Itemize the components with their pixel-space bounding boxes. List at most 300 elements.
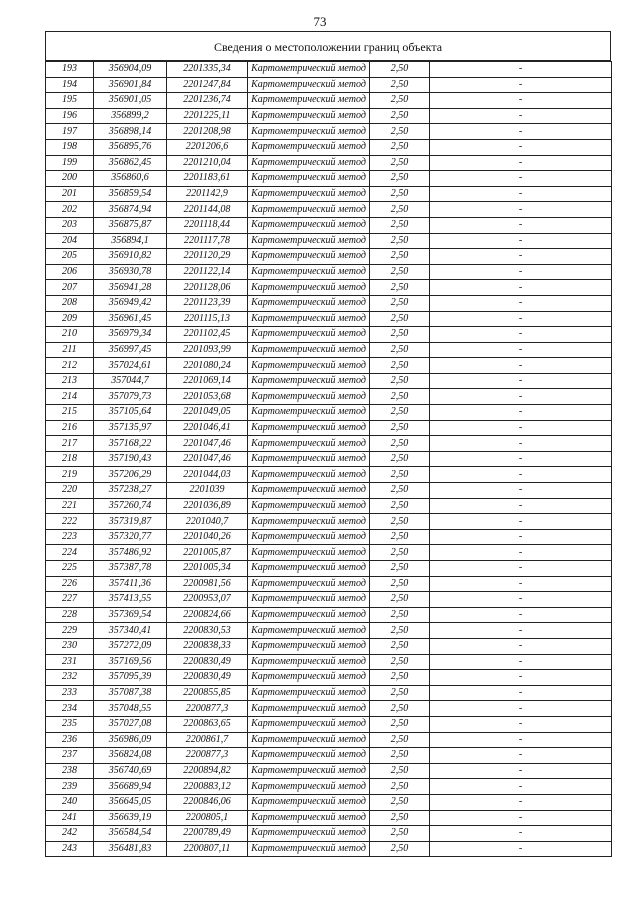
table-row bbox=[46, 420, 612, 436]
table-row bbox=[46, 794, 612, 810]
table-row bbox=[46, 467, 612, 483]
accuracy-cell: 2,50 bbox=[370, 62, 430, 78]
method-cell: Картометрический метод bbox=[248, 529, 370, 545]
accuracy-cell: 2,50 bbox=[370, 654, 430, 670]
description-cell: - bbox=[430, 217, 612, 233]
x-coordinate-cell: 356862,45 bbox=[94, 155, 167, 171]
y-coordinate-cell: 2201236,74 bbox=[167, 93, 248, 109]
accuracy-cell: 2,50 bbox=[370, 592, 430, 608]
description-cell: - bbox=[430, 529, 612, 545]
accuracy-cell: 2,50 bbox=[370, 826, 430, 842]
accuracy-cell: 2,50 bbox=[370, 373, 430, 389]
accuracy-cell: 2,50 bbox=[370, 280, 430, 296]
table-title: Сведения о местоположении границ объекта bbox=[45, 31, 611, 61]
method-cell: Картометрический метод bbox=[248, 171, 370, 187]
x-coordinate-cell: 357169,56 bbox=[94, 654, 167, 670]
description-cell: - bbox=[430, 373, 612, 389]
accuracy-cell: 2,50 bbox=[370, 342, 430, 358]
method-cell: Картометрический метод bbox=[248, 358, 370, 374]
x-coordinate-cell: 356899,2 bbox=[94, 108, 167, 124]
description-cell: - bbox=[430, 295, 612, 311]
x-coordinate-cell: 356997,45 bbox=[94, 342, 167, 358]
table-row bbox=[46, 327, 612, 343]
y-coordinate-cell: 2201118,44 bbox=[167, 217, 248, 233]
method-cell: Картометрический метод bbox=[248, 794, 370, 810]
description-cell: - bbox=[430, 748, 612, 764]
table-row bbox=[46, 217, 612, 233]
method-cell: Картометрический метод bbox=[248, 373, 370, 389]
y-coordinate-cell: 2201040,7 bbox=[167, 514, 248, 530]
table-row bbox=[46, 139, 612, 155]
accuracy-cell: 2,50 bbox=[370, 607, 430, 623]
y-coordinate-cell: 2201183,61 bbox=[167, 171, 248, 187]
x-coordinate-cell: 356824,08 bbox=[94, 748, 167, 764]
point-number-cell: 210 bbox=[46, 327, 94, 343]
point-number-cell: 237 bbox=[46, 748, 94, 764]
x-coordinate-cell: 357413,55 bbox=[94, 592, 167, 608]
accuracy-cell: 2,50 bbox=[370, 794, 430, 810]
y-coordinate-cell: 2201120,29 bbox=[167, 249, 248, 265]
y-coordinate-cell: 2201208,98 bbox=[167, 124, 248, 140]
point-number-cell: 194 bbox=[46, 77, 94, 93]
accuracy-cell: 2,50 bbox=[370, 467, 430, 483]
x-coordinate-cell: 356481,83 bbox=[94, 841, 167, 857]
table-row bbox=[46, 810, 612, 826]
accuracy-cell: 2,50 bbox=[370, 670, 430, 686]
page-number: 73 bbox=[313, 14, 327, 29]
method-cell: Картометрический метод bbox=[248, 514, 370, 530]
description-cell: - bbox=[430, 451, 612, 467]
accuracy-cell: 2,50 bbox=[370, 124, 430, 140]
x-coordinate-cell: 356859,54 bbox=[94, 186, 167, 202]
y-coordinate-cell: 2200877,3 bbox=[167, 748, 248, 764]
description-cell: - bbox=[430, 841, 612, 857]
description-cell: - bbox=[430, 779, 612, 795]
x-coordinate-cell: 356689,94 bbox=[94, 779, 167, 795]
description-cell: - bbox=[430, 670, 612, 686]
table-row bbox=[46, 171, 612, 187]
y-coordinate-cell: 2200830,49 bbox=[167, 654, 248, 670]
y-coordinate-cell: 2200830,49 bbox=[167, 670, 248, 686]
method-cell: Картометрический метод bbox=[248, 186, 370, 202]
y-coordinate-cell: 2201123,39 bbox=[167, 295, 248, 311]
table-row bbox=[46, 514, 612, 530]
x-coordinate-cell: 357369,54 bbox=[94, 607, 167, 623]
description-cell: - bbox=[430, 638, 612, 654]
description-cell: - bbox=[430, 405, 612, 421]
y-coordinate-cell: 2201117,78 bbox=[167, 233, 248, 249]
accuracy-cell: 2,50 bbox=[370, 483, 430, 499]
accuracy-cell: 2,50 bbox=[370, 638, 430, 654]
table-row bbox=[46, 529, 612, 545]
description-cell: - bbox=[430, 732, 612, 748]
x-coordinate-cell: 357095,39 bbox=[94, 670, 167, 686]
x-coordinate-cell: 357319,87 bbox=[94, 514, 167, 530]
y-coordinate-cell: 2201039 bbox=[167, 483, 248, 499]
y-coordinate-cell: 2201335,34 bbox=[167, 62, 248, 78]
table-row bbox=[46, 701, 612, 717]
x-coordinate-cell: 356941,28 bbox=[94, 280, 167, 296]
description-cell: - bbox=[430, 171, 612, 187]
point-number-cell: 232 bbox=[46, 670, 94, 686]
table-row bbox=[46, 186, 612, 202]
x-coordinate-cell: 356894,1 bbox=[94, 233, 167, 249]
method-cell: Картометрический метод bbox=[248, 498, 370, 514]
point-number-cell: 225 bbox=[46, 561, 94, 577]
point-number-cell: 234 bbox=[46, 701, 94, 717]
y-coordinate-cell: 2201210,04 bbox=[167, 155, 248, 171]
method-cell: Картометрический метод bbox=[248, 139, 370, 155]
method-cell: Картометрический метод bbox=[248, 77, 370, 93]
point-number-cell: 239 bbox=[46, 779, 94, 795]
x-coordinate-cell: 357087,38 bbox=[94, 685, 167, 701]
x-coordinate-cell: 356874,94 bbox=[94, 202, 167, 218]
x-coordinate-cell: 357340,41 bbox=[94, 623, 167, 639]
x-coordinate-cell: 357105,64 bbox=[94, 405, 167, 421]
point-number-cell: 231 bbox=[46, 654, 94, 670]
y-coordinate-cell: 2200981,56 bbox=[167, 576, 248, 592]
accuracy-cell: 2,50 bbox=[370, 327, 430, 343]
method-cell: Картометрический метод bbox=[248, 93, 370, 109]
method-cell: Картометрический метод bbox=[248, 420, 370, 436]
table-row bbox=[46, 576, 612, 592]
description-cell: - bbox=[430, 155, 612, 171]
accuracy-cell: 2,50 bbox=[370, 264, 430, 280]
method-cell: Картометрический метод bbox=[248, 607, 370, 623]
point-number-cell: 207 bbox=[46, 280, 94, 296]
method-cell: Картометрический метод bbox=[248, 732, 370, 748]
description-cell: - bbox=[430, 358, 612, 374]
y-coordinate-cell: 2200805,1 bbox=[167, 810, 248, 826]
table-row bbox=[46, 826, 612, 842]
y-coordinate-cell: 2201247,84 bbox=[167, 77, 248, 93]
table-row bbox=[46, 841, 612, 857]
x-coordinate-cell: 356740,69 bbox=[94, 763, 167, 779]
description-cell: - bbox=[430, 514, 612, 530]
y-coordinate-cell: 2201005,87 bbox=[167, 545, 248, 561]
description-cell: - bbox=[430, 342, 612, 358]
x-coordinate-cell: 357486,92 bbox=[94, 545, 167, 561]
table-row bbox=[46, 124, 612, 140]
point-number-cell: 230 bbox=[46, 638, 94, 654]
y-coordinate-cell: 2201069,14 bbox=[167, 373, 248, 389]
y-coordinate-cell: 2200894,82 bbox=[167, 763, 248, 779]
x-coordinate-cell: 357411,36 bbox=[94, 576, 167, 592]
table-row bbox=[46, 108, 612, 124]
point-number-cell: 213 bbox=[46, 373, 94, 389]
point-number-cell: 221 bbox=[46, 498, 94, 514]
description-cell: - bbox=[430, 93, 612, 109]
accuracy-cell: 2,50 bbox=[370, 77, 430, 93]
x-coordinate-cell: 357048,55 bbox=[94, 701, 167, 717]
y-coordinate-cell: 2201093,99 bbox=[167, 342, 248, 358]
point-number-cell: 243 bbox=[46, 841, 94, 857]
x-coordinate-cell: 356910,82 bbox=[94, 249, 167, 265]
accuracy-cell: 2,50 bbox=[370, 295, 430, 311]
method-cell: Картометрический метод bbox=[248, 295, 370, 311]
x-coordinate-cell: 356895,76 bbox=[94, 139, 167, 155]
description-cell: - bbox=[430, 483, 612, 499]
accuracy-cell: 2,50 bbox=[370, 701, 430, 717]
x-coordinate-cell: 356949,42 bbox=[94, 295, 167, 311]
y-coordinate-cell: 2201047,46 bbox=[167, 436, 248, 452]
accuracy-cell: 2,50 bbox=[370, 405, 430, 421]
x-coordinate-cell: 356979,34 bbox=[94, 327, 167, 343]
table-row bbox=[46, 155, 612, 171]
table-row bbox=[46, 716, 612, 732]
method-cell: Картометрический метод bbox=[248, 623, 370, 639]
point-number-cell: 199 bbox=[46, 155, 94, 171]
x-coordinate-cell: 357260,74 bbox=[94, 498, 167, 514]
method-cell: Картометрический метод bbox=[248, 249, 370, 265]
accuracy-cell: 2,50 bbox=[370, 93, 430, 109]
accuracy-cell: 2,50 bbox=[370, 217, 430, 233]
description-cell: - bbox=[430, 77, 612, 93]
accuracy-cell: 2,50 bbox=[370, 249, 430, 265]
y-coordinate-cell: 2200824,66 bbox=[167, 607, 248, 623]
x-coordinate-cell: 357079,73 bbox=[94, 389, 167, 405]
point-number-cell: 217 bbox=[46, 436, 94, 452]
x-coordinate-cell: 357320,77 bbox=[94, 529, 167, 545]
description-cell: - bbox=[430, 794, 612, 810]
point-number-cell: 218 bbox=[46, 451, 94, 467]
accuracy-cell: 2,50 bbox=[370, 311, 430, 327]
accuracy-cell: 2,50 bbox=[370, 810, 430, 826]
description-cell: - bbox=[430, 108, 612, 124]
accuracy-cell: 2,50 bbox=[370, 748, 430, 764]
table-row bbox=[46, 202, 612, 218]
method-cell: Картометрический метод bbox=[248, 62, 370, 78]
table-row bbox=[46, 93, 612, 109]
method-cell: Картометрический метод bbox=[248, 342, 370, 358]
point-number-cell: 209 bbox=[46, 311, 94, 327]
table-row bbox=[46, 607, 612, 623]
method-cell: Картометрический метод bbox=[248, 311, 370, 327]
point-number-cell: 212 bbox=[46, 358, 94, 374]
accuracy-cell: 2,50 bbox=[370, 529, 430, 545]
table-row bbox=[46, 685, 612, 701]
x-coordinate-cell: 356904,09 bbox=[94, 62, 167, 78]
y-coordinate-cell: 2201144,08 bbox=[167, 202, 248, 218]
accuracy-cell: 2,50 bbox=[370, 576, 430, 592]
description-cell: - bbox=[430, 389, 612, 405]
point-number-cell: 228 bbox=[46, 607, 94, 623]
description-cell: - bbox=[430, 249, 612, 265]
accuracy-cell: 2,50 bbox=[370, 171, 430, 187]
x-coordinate-cell: 357044,7 bbox=[94, 373, 167, 389]
y-coordinate-cell: 2200789,49 bbox=[167, 826, 248, 842]
method-cell: Картометрический метод bbox=[248, 467, 370, 483]
table-row bbox=[46, 280, 612, 296]
table-row bbox=[46, 342, 612, 358]
table-row bbox=[46, 763, 612, 779]
method-cell: Картометрический метод bbox=[248, 748, 370, 764]
description-cell: - bbox=[430, 623, 612, 639]
point-number-cell: 211 bbox=[46, 342, 94, 358]
y-coordinate-cell: 2201122,14 bbox=[167, 264, 248, 280]
point-number-cell: 224 bbox=[46, 545, 94, 561]
table-row bbox=[46, 670, 612, 686]
x-coordinate-cell: 356986,09 bbox=[94, 732, 167, 748]
method-cell: Картометрический метод bbox=[248, 763, 370, 779]
table-row bbox=[46, 62, 612, 78]
y-coordinate-cell: 2200807,11 bbox=[167, 841, 248, 857]
table-body bbox=[46, 62, 612, 857]
accuracy-cell: 2,50 bbox=[370, 841, 430, 857]
y-coordinate-cell: 2200830,53 bbox=[167, 623, 248, 639]
y-coordinate-cell: 2201040,26 bbox=[167, 529, 248, 545]
x-coordinate-cell: 357168,22 bbox=[94, 436, 167, 452]
point-number-cell: 229 bbox=[46, 623, 94, 639]
point-number-cell: 215 bbox=[46, 405, 94, 421]
table-row bbox=[46, 638, 612, 654]
table-row bbox=[46, 592, 612, 608]
point-number-cell: 198 bbox=[46, 139, 94, 155]
description-cell: - bbox=[430, 327, 612, 343]
x-coordinate-cell: 357206,29 bbox=[94, 467, 167, 483]
y-coordinate-cell: 2201080,24 bbox=[167, 358, 248, 374]
y-coordinate-cell: 2201047,46 bbox=[167, 451, 248, 467]
description-cell: - bbox=[430, 280, 612, 296]
description-cell: - bbox=[430, 62, 612, 78]
table-row bbox=[46, 483, 612, 499]
table-row bbox=[46, 545, 612, 561]
accuracy-cell: 2,50 bbox=[370, 623, 430, 639]
accuracy-cell: 2,50 bbox=[370, 108, 430, 124]
x-coordinate-cell: 356961,45 bbox=[94, 311, 167, 327]
accuracy-cell: 2,50 bbox=[370, 779, 430, 795]
point-number-cell: 240 bbox=[46, 794, 94, 810]
method-cell: Картометрический метод bbox=[248, 327, 370, 343]
method-cell: Картометрический метод bbox=[248, 108, 370, 124]
method-cell: Картометрический метод bbox=[248, 592, 370, 608]
accuracy-cell: 2,50 bbox=[370, 763, 430, 779]
description-cell: - bbox=[430, 139, 612, 155]
table-row bbox=[46, 389, 612, 405]
point-number-cell: 193 bbox=[46, 62, 94, 78]
accuracy-cell: 2,50 bbox=[370, 498, 430, 514]
method-cell: Картометрический метод bbox=[248, 716, 370, 732]
table-row bbox=[46, 358, 612, 374]
x-coordinate-cell: 357272,09 bbox=[94, 638, 167, 654]
point-number-cell: 226 bbox=[46, 576, 94, 592]
description-cell: - bbox=[430, 716, 612, 732]
description-cell: - bbox=[430, 498, 612, 514]
method-cell: Картометрический метод bbox=[248, 654, 370, 670]
y-coordinate-cell: 2200838,33 bbox=[167, 638, 248, 654]
x-coordinate-cell: 356875,87 bbox=[94, 217, 167, 233]
table-row bbox=[46, 249, 612, 265]
method-cell: Картометрический метод bbox=[248, 451, 370, 467]
point-number-cell: 203 bbox=[46, 217, 94, 233]
y-coordinate-cell: 2201046,41 bbox=[167, 420, 248, 436]
y-coordinate-cell: 2200855,85 bbox=[167, 685, 248, 701]
point-number-cell: 202 bbox=[46, 202, 94, 218]
table-row bbox=[46, 373, 612, 389]
method-cell: Картометрический метод bbox=[248, 483, 370, 499]
method-cell: Картометрический метод bbox=[248, 155, 370, 171]
y-coordinate-cell: 2201036,89 bbox=[167, 498, 248, 514]
accuracy-cell: 2,50 bbox=[370, 451, 430, 467]
method-cell: Картометрический метод bbox=[248, 638, 370, 654]
y-coordinate-cell: 2200846,06 bbox=[167, 794, 248, 810]
boundary-sheet bbox=[45, 31, 611, 857]
method-cell: Картометрический метод bbox=[248, 405, 370, 421]
accuracy-cell: 2,50 bbox=[370, 545, 430, 561]
y-coordinate-cell: 2200877,3 bbox=[167, 701, 248, 717]
point-number-cell: 236 bbox=[46, 732, 94, 748]
x-coordinate-cell: 357238,27 bbox=[94, 483, 167, 499]
accuracy-cell: 2,50 bbox=[370, 732, 430, 748]
method-cell: Картометрический метод bbox=[248, 685, 370, 701]
accuracy-cell: 2,50 bbox=[370, 155, 430, 171]
accuracy-cell: 2,50 bbox=[370, 389, 430, 405]
x-coordinate-cell: 357387,78 bbox=[94, 561, 167, 577]
method-cell: Картометрический метод bbox=[248, 389, 370, 405]
accuracy-cell: 2,50 bbox=[370, 685, 430, 701]
point-number-cell: 222 bbox=[46, 514, 94, 530]
y-coordinate-cell: 2201102,45 bbox=[167, 327, 248, 343]
x-coordinate-cell: 357024,61 bbox=[94, 358, 167, 374]
accuracy-cell: 2,50 bbox=[370, 420, 430, 436]
x-coordinate-cell: 356898,14 bbox=[94, 124, 167, 140]
method-cell: Картометрический метод bbox=[248, 810, 370, 826]
y-coordinate-cell: 2201128,06 bbox=[167, 280, 248, 296]
method-cell: Картометрический метод bbox=[248, 545, 370, 561]
y-coordinate-cell: 2201142,9 bbox=[167, 186, 248, 202]
description-cell: - bbox=[430, 436, 612, 452]
x-coordinate-cell: 356639,19 bbox=[94, 810, 167, 826]
point-number-cell: 196 bbox=[46, 108, 94, 124]
x-coordinate-cell: 356901,05 bbox=[94, 93, 167, 109]
method-cell: Картометрический метод bbox=[248, 826, 370, 842]
description-cell: - bbox=[430, 545, 612, 561]
description-cell: - bbox=[430, 592, 612, 608]
description-cell: - bbox=[430, 311, 612, 327]
accuracy-cell: 2,50 bbox=[370, 202, 430, 218]
y-coordinate-cell: 2201115,13 bbox=[167, 311, 248, 327]
description-cell: - bbox=[430, 467, 612, 483]
point-number-cell: 195 bbox=[46, 93, 94, 109]
method-cell: Картометрический метод bbox=[248, 264, 370, 280]
point-number-cell: 197 bbox=[46, 124, 94, 140]
method-cell: Картометрический метод bbox=[248, 217, 370, 233]
table-row bbox=[46, 654, 612, 670]
y-coordinate-cell: 2201225,11 bbox=[167, 108, 248, 124]
y-coordinate-cell: 2201005,34 bbox=[167, 561, 248, 577]
table-row bbox=[46, 77, 612, 93]
point-number-cell: 238 bbox=[46, 763, 94, 779]
point-number-cell: 201 bbox=[46, 186, 94, 202]
description-cell: - bbox=[430, 561, 612, 577]
description-cell: - bbox=[430, 701, 612, 717]
point-number-cell: 200 bbox=[46, 171, 94, 187]
y-coordinate-cell: 2201206,6 bbox=[167, 139, 248, 155]
table-row bbox=[46, 233, 612, 249]
accuracy-cell: 2,50 bbox=[370, 561, 430, 577]
method-cell: Картометрический метод bbox=[248, 701, 370, 717]
table-row bbox=[46, 436, 612, 452]
description-cell: - bbox=[430, 607, 612, 623]
point-number-cell: 206 bbox=[46, 264, 94, 280]
table-row bbox=[46, 295, 612, 311]
point-number-cell: 223 bbox=[46, 529, 94, 545]
x-coordinate-cell: 356860,6 bbox=[94, 171, 167, 187]
method-cell: Картометрический метод bbox=[248, 779, 370, 795]
accuracy-cell: 2,50 bbox=[370, 716, 430, 732]
method-cell: Картометрический метод bbox=[248, 280, 370, 296]
point-number-cell: 208 bbox=[46, 295, 94, 311]
